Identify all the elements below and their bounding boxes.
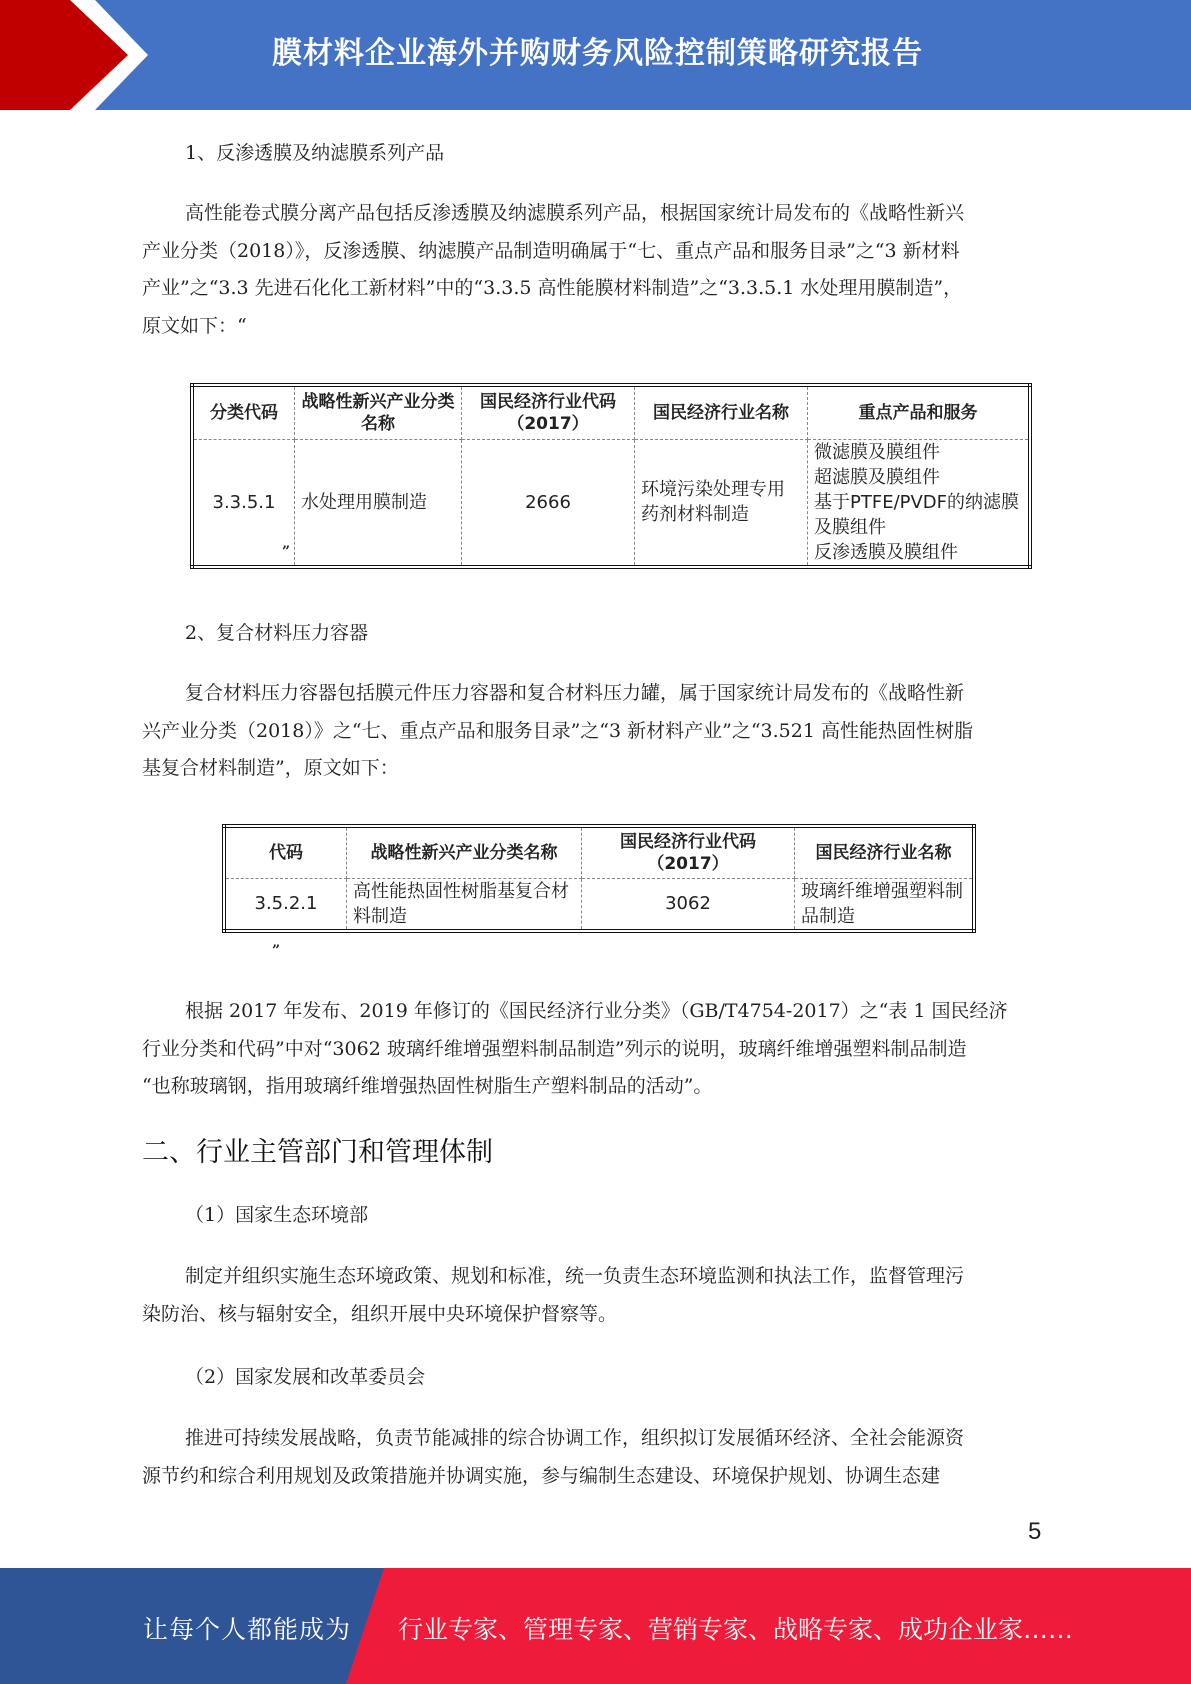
table-row <box>224 878 974 931</box>
classification-table-composite <box>222 824 976 933</box>
table-row <box>192 439 1030 567</box>
text-line: “也称玻璃钢，指用玻璃纤维增强热固性树脂生产塑料制品的活动”。 <box>142 1075 713 1097</box>
product-item: 超滤膜及膜组件 <box>814 466 940 488</box>
table-header-row <box>224 826 974 878</box>
text-line: 高性能卷式膜分离产品包括反渗透膜及纳滤膜系列产品，根据国家统计局发布的《战略性新兴 <box>185 202 965 224</box>
paragraph-pressure-vessel <box>142 675 1047 788</box>
table-header-cell: 战略性新兴产业分类名称 <box>295 385 462 439</box>
section-heading-pressure-vessel: 2、复合材料压力容器 <box>185 622 369 644</box>
table-header-cell: 重点产品和服务 <box>808 385 1031 439</box>
text-line: 根据 2017 年发布、2019 年修订的《国民经济行业分类》（GB/T4754-2017）之“表 1 国民经济 <box>185 1000 1008 1022</box>
page-header <box>0 0 1191 110</box>
page-number: 5 <box>1028 1518 1042 1545</box>
closing-quote-mark: ” <box>282 543 291 560</box>
product-item: 反渗透膜及膜组件 <box>814 541 958 563</box>
classification-table-membrane <box>190 383 1032 569</box>
section-title-regulators: 二、行业主管部门和管理体制 <box>142 1137 493 1168</box>
table-header-cell: 国民经济行业名称 <box>795 826 975 878</box>
table-cell-industry-name: 玻璃纤维增强塑料制品制造 <box>795 878 975 931</box>
table-cell-industry-code: 3062 <box>582 878 795 931</box>
table-cell-code <box>192 439 295 567</box>
table-cell-name: 水处理用膜制造 <box>295 439 462 567</box>
paragraph-ecology <box>142 1258 1047 1333</box>
table-cell-name: 高性能热固性树脂基复合材料制造 <box>347 878 582 931</box>
text-line: 产业”之“3.3 先进石化化工新材料”中的“3.3.5 高性能膜材料制造”之“3.3.5.1 水处理用膜制造”， <box>142 277 963 299</box>
text-line: 兴产业分类（2018）》之“七、重点产品和服务目录”之“3 新材料产业”之“3.521 高性能热固性树脂 <box>142 719 973 742</box>
table-header-cell: 代码 <box>224 826 347 878</box>
table-header-cell: 战略性新兴产业分类名称 <box>347 826 582 878</box>
product-item: 微滤膜及膜组件 <box>814 441 940 463</box>
table-header-cell: 国民经济行业代码（2017） <box>582 826 795 878</box>
text-line: 行业分类和代码”中对“3062 玻璃纤维增强塑料制品制造”列示的说明，玻璃纤维增强塑料制品制造 <box>142 1037 967 1060</box>
text-line: 原文如下：“ <box>142 314 247 337</box>
paragraph-ndrc <box>142 1420 1047 1495</box>
footer-slogan-left: 让每个人都能成为 <box>143 1615 352 1644</box>
subsection-heading-ndrc: （2）国家发展和改革委员会 <box>185 1366 426 1388</box>
footer-slogan-right: 行业专家、管理专家、营销专家、战略专家、成功企业家…… <box>398 1615 1074 1644</box>
text-line: 染防治、核与辐射安全，组织开展中央环境保护督察等。 <box>142 1302 618 1325</box>
table-cell-industry-code: 2666 <box>462 439 635 567</box>
paragraph-gbt-classification <box>142 993 1047 1106</box>
text-line: 推进可持续发展战略，负责节能减排的综合协调工作，组织拟订发展循环经济、全社会能源资 <box>185 1427 965 1449</box>
text-line: 基复合材料制造”，原文如下： <box>142 757 399 779</box>
table-header-cell: 分类代码 <box>192 385 295 439</box>
table-header-cell: 国民经济行业代码（2017） <box>462 385 635 439</box>
table-cell-code: 3.5.2.1 <box>224 878 347 931</box>
paragraph-ro-membrane <box>142 195 1047 345</box>
text-line: 源节约和综合利用规划及政策措施并协调实施，参与编制生态建设、环境保护规划、协调生态建 <box>142 1464 941 1487</box>
text-line: 制定并组织实施生态环境政策、规划和标准，统一负责生态环境监测和执法工作，监督管理污 <box>185 1265 965 1287</box>
closing-quote-mark: ” <box>272 943 281 959</box>
text-line: 复合材料压力容器包括膜元件压力容器和复合材料压力罐，属于国家统计局发布的《战略性新 <box>185 682 965 704</box>
table-header-cell: 国民经济行业名称 <box>635 385 808 439</box>
subsection-heading-ecology: （1）国家生态环境部 <box>185 1204 369 1226</box>
product-item: 基于PTFE/PVDF的纳滤膜及膜组件 <box>814 491 1020 538</box>
code-value: 3.3.5.1 <box>212 491 276 513</box>
header-chevron-decoration <box>0 0 160 110</box>
page-footer <box>0 1568 1191 1684</box>
table-cell-products <box>808 439 1031 567</box>
section-heading-ro-membrane: 1、反渗透膜及纳滤膜系列产品 <box>185 142 445 164</box>
table-header-row <box>192 385 1030 439</box>
text-line: 产业分类（2018）》，反渗透膜、纳滤膜产品制造明确属于“七、重点产品和服务目录”之“3 新材料 <box>142 239 960 262</box>
report-title: 膜材料企业海外并购财务风险控制策略研究报告 <box>272 36 923 71</box>
table-cell-industry-name: 环境污染处理专用药剂材料制造 <box>635 439 808 567</box>
